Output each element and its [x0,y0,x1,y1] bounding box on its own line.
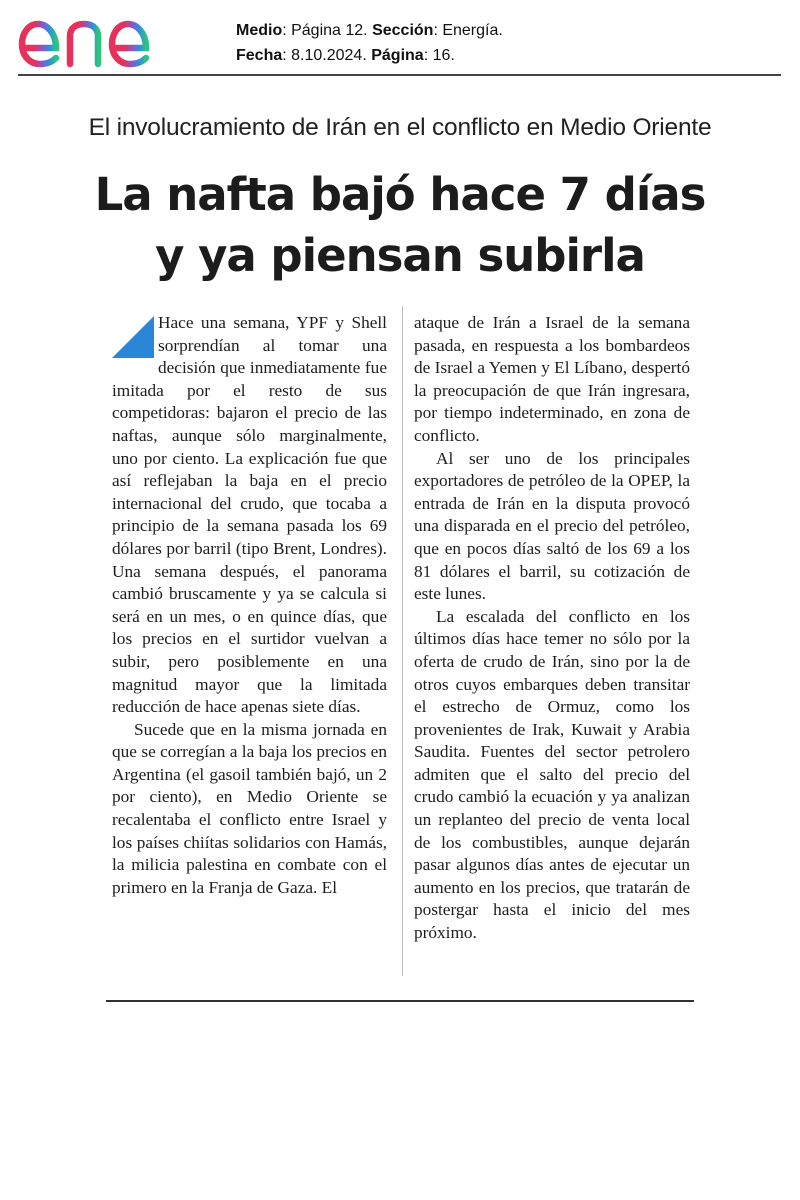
fecha-line: Fecha: 8.10.2024. Página: 16. [236,47,455,64]
medio-label: Medio [236,22,283,39]
seccion-label: Sección [372,22,434,39]
medio-line: Medio: Página 12. Sección: Energía. [236,22,503,39]
triangle-bullet-icon [112,316,154,358]
article-column-right [414,312,690,945]
article-bottom-rule [106,1000,694,1002]
column-divider [402,306,403,976]
fecha-label: Fecha [236,47,283,64]
article-paragraph: Hace una semana, YPF y Shell sorprendían al tomar una decisión que inmediatamente fue imitada por el resto de sus competidoras: bajaron el precio de las naftas, aunque sólo marginalmente, uno por ciento. La explicación fue que así reflejaban la baja en el precio internacional del crudo, que tocaba a principio de la semana pasada los 69 dólares por barril (tipo Brent, Londres). Una semana después, el panorama cambió bruscamente y ya se calcula si será en un mes, o en quince días, que los precios en el surtidor vuelvan a subir, pero posiblemente en una magnitud mayor que la limitada reducción de hace apenas siete días. [112,313,387,717]
pagina-label: Página [371,47,424,64]
clipping-metadata [236,18,503,68]
pagina-value: 16. [432,47,455,64]
headline-line-2: y ya piensan subirla [155,229,645,282]
clipping-header [0,0,800,76]
header-divider [18,74,781,76]
article-paragraph: Sucede que en la misma jornada en que se corregían a la baja los precios en Argentina (el gasoil también bajó, un 2 por ciento), en Medio Oriente se recalentaba el conflicto entre Israel y los países chiítas solidarios con Hamás, la milicia palestina en combate con el primero en la Franja de Gaza. El [112,719,387,897]
article-paragraph: La escalada del conflicto en los últimos días hace temer no sólo por la oferta de crudo de Irán, sino por la de otros cuyos embarques deben transitar el estrecho de Ormuz, como los provenientes de Irak, Kuwait y Arabia Saudita. Fuentes del sector petrolero admiten que el salto del precio del crudo cambió la ecuación y ya analizan un replanteo del precio de venta local de los combustibles, aunque dejarán pasar algunos días antes de ejecutar un aumento en los precios, que tratarán de postergar hasta el inicio del mes próximo. [414,606,690,943]
medio-value: Página 12. [291,22,368,39]
enel-logo [18,6,190,70]
article-kicker: El involucramiento de Irán en el conflicto en Medio Oriente [88,114,712,141]
article-paragraph: ataque de Irán a Israel de la semana pasada, en respuesta a los bombardeos de Israel a Yemen y El Líbano, despertó la preocupación de que Irán ingresara, por tiempo indeterminado, en zona de conflicto. [414,313,690,445]
fecha-value: 8.10.2024. [291,47,367,64]
article-headline [0,164,800,286]
article-column-left [112,312,387,899]
article-paragraph: Al ser uno de los principales exportadores de petróleo de la OPEP, la entrada de Irán en la disputa provocó una disparada en el precio del petróleo, que en pocos días saltó de los 69 a los 81 dólares el barril, su cotización de este lunes. [414,448,690,604]
headline-line-1: La nafta bajó hace 7 días [94,168,706,221]
seccion-value: Energía. [442,22,503,39]
